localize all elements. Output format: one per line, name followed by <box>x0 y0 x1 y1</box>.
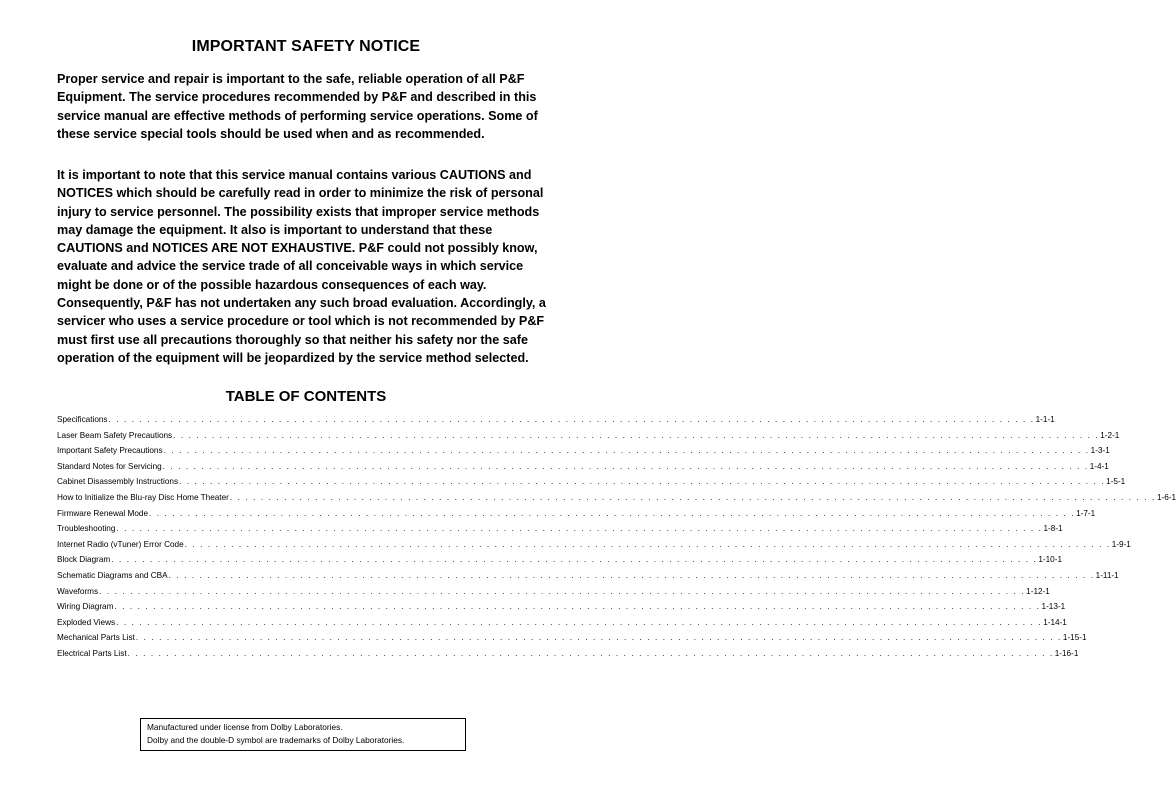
toc-entry-label: Mechanical Parts List <box>57 633 135 643</box>
toc-entry[interactable] <box>57 602 1066 618</box>
toc-entry-page: 1-6-1 <box>1156 492 1176 502</box>
toc-dot-leader: . . . . . . . . . . . . . . . . . . . . . . . . . . . . . . . . . . . . . . . . . . . . . . . . . . . . . . . . . . . . . . . . . . . . . . . . . . . . . . . . . . . . . . . . . . . . . . . . . . . . . . . . . . . . . . . . . . . . . . . . <box>116 524 1043 534</box>
toc-entry[interactable] <box>57 415 1055 431</box>
toc-entry[interactable] <box>57 461 1109 478</box>
toc-entry-page: 1-4-1 <box>1089 461 1109 471</box>
toc-title: TABLE OF CONTENTS <box>225 388 387 405</box>
table-of-contents <box>57 415 1176 665</box>
toc-entry-label: Waveforms <box>57 586 99 596</box>
toc-entry-page: 1-13-1 <box>1041 602 1066 612</box>
toc-dot-leader: . . . . . . . . . . . . . . . . . . . . . . . . . . . . . . . . . . . . . . . . . . . . . . . . . . . . . . . . . . . . . . . . . . . . . . . . . . . . . . . . . . . . . . . . . . . . . . . . . . . . . . . . . . . . . . . . . . . . . . . . <box>173 430 1100 440</box>
toc-dot-leader: . . . . . . . . . . . . . . . . . . . . . . . . . . . . . . . . . . . . . . . . . . . . . . . . . . . . . . . . . . . . . . . . . . . . . . . . . . . . . . . . . . . . . . . . . . . . . . . . . . . . . . . . . . . . . . . . . . . . . . . . <box>135 633 1062 643</box>
toc-dot-leader: . . . . . . . . . . . . . . . . . . . . . . . . . . . . . . . . . . . . . . . . . . . . . . . . . . . . . . . . . . . . . . . . . . . . . . . . . . . . . . . . . . . . . . . . . . . . . . . . . . . . . . . . . . . . . . . . . . . . . . . . <box>162 461 1089 471</box>
toc-entry-page: 1-12-1 <box>1026 586 1050 596</box>
toc-entry-page: 1-15-1 <box>1062 633 1087 643</box>
toc-entry-label: Firmware Renewal Mode <box>57 508 149 518</box>
toc-entry[interactable] <box>57 446 1110 462</box>
toc-entry-page: 1-7-1 <box>1076 508 1096 518</box>
toc-entry-label: Schematic Diagrams and CBA <box>57 570 168 580</box>
toc-entry-page: 1-10-1 <box>1038 555 1062 565</box>
toc-entry-label: Cabinet Disassembly Instructions <box>57 477 179 487</box>
toc-dot-leader: . . . . . . . . . . . . . . . . . . . . . . . . . . . . . . . . . . . . . . . . . . . . . . . . . . . . . . . . . . . . . . . . . . . . . . . . . . . . . . . . . . . . . . . . . . . . . . . . . . . . . . . . . . . . . . . . . . . . . . . . <box>99 586 1026 596</box>
license-line-1: Manufactured under license from Dolby Laboratories. <box>147 722 343 732</box>
toc-entry[interactable] <box>57 508 1096 525</box>
toc-entry-label: Troubleshooting <box>57 524 116 534</box>
toc-entry[interactable] <box>57 430 1120 447</box>
toc-entry[interactable] <box>57 586 1050 603</box>
toc-entry-page: 1-11-1 <box>1095 570 1119 580</box>
toc-dot-leader: . . . . . . . . . . . . . . . . . . . . . . . . . . . . . . . . . . . . . . . . . . . . . . . . . . . . . . . . . . . . . . . . . . . . . . . . . . . . . . . . . . . . . . . . . . . . . . . . . . . . . . . . . . . . . . . . . . . . . . . . <box>168 570 1095 580</box>
toc-dot-leader: . . . . . . . . . . . . . . . . . . . . . . . . . . . . . . . . . . . . . . . . . . . . . . . . . . . . . . . . . . . . . . . . . . . . . . . . . . . . . . . . . . . . . . . . . . . . . . . . . . . . . . . . . . . . . . . . . . . . . . . . <box>179 477 1106 487</box>
toc-entry[interactable] <box>57 492 1176 509</box>
toc-entry-label: Standard Notes for Servicing <box>57 461 162 471</box>
safety-notice-paragraph-1 <box>57 70 557 143</box>
toc-dot-leader: . . . . . . . . . . . . . . . . . . . . . . . . . . . . . . . . . . . . . . . . . . . . . . . . . . . . . . . . . . . . . . . . . . . . . . . . . . . . . . . . . . . . . . . . . . . . . . . . . . . . . . . . . . . . . . . . . . . . . . . . <box>149 508 1076 518</box>
page-title: IMPORTANT SAFETY NOTICE <box>191 38 421 55</box>
toc-entry[interactable] <box>57 570 1119 587</box>
toc-entry[interactable] <box>57 555 1062 571</box>
toc-dot-leader: . . . . . . . . . . . . . . . . . . . . . . . . . . . . . . . . . . . . . . . . . . . . . . . . . . . . . . . . . . . . . . . . . . . . . . . . . . . . . . . . . . . . . . . . . . . . . . . . . . . . . . . . . . . . . . . . . . . . . . . . <box>127 648 1054 658</box>
notice-text-1: Proper service and repair is important to the safe, reliable operation of all P&F Equipment. The service procedures recommended by P&F and described in this service manual are effective methods of performing service operations. Some of these service special tools should be used when and as recommended. <box>57 72 538 141</box>
toc-entry-page: 1-1-1 <box>1035 415 1055 424</box>
notice-text-2: It is important to note that this service manual contains various CAUTIONS and NOTICES which should be carefully read in order to minimize the risk of personal injury to service personnel. The possibility exists that improper service methods may damage the equipment. It also is important to understand that these CAUTIONS and NOTICES ARE NOT EXHAUSTIVE. P&F could not possibly know, evaluate and advice the service trade of all conceivable ways in which service might be done or of the possible hazardous consequences of each way. Consequently, P&F has not undertaken any such broad evaluation. Accordingly, a servicer who uses a service procedure or tool which is not recommended by P&F must first use all precautions thoroughly so that neither his safety nor the safe operation of the equipment will be jeopardized by the service method selected. <box>57 168 546 365</box>
license-notice-box <box>140 718 466 751</box>
toc-entry-page: 1-16-1 <box>1054 648 1079 658</box>
safety-notice-paragraph-2 <box>57 166 557 367</box>
toc-entry-page: 1-8-1 <box>1043 524 1063 534</box>
toc-entry-label: Important Safety Precautions <box>57 446 163 456</box>
toc-dot-leader: . . . . . . . . . . . . . . . . . . . . . . . . . . . . . . . . . . . . . . . . . . . . . . . . . . . . . . . . . . . . . . . . . . . . . . . . . . . . . . . . . . . . . . . . . . . . . . . . . . . . . . . . . . . . . . . . . . . . . . . . <box>229 492 1156 502</box>
toc-dot-leader: . . . . . . . . . . . . . . . . . . . . . . . . . . . . . . . . . . . . . . . . . . . . . . . . . . . . . . . . . . . . . . . . . . . . . . . . . . . . . . . . . . . . . . . . . . . . . . . . . . . . . . . . . . . . . . . . . . . . . . . . <box>114 602 1041 612</box>
toc-entry-label: Laser Beam Safety Precautions <box>57 430 173 440</box>
toc-entry-label: Specifications <box>57 415 108 424</box>
toc-entry-label: Block Diagram <box>57 555 111 565</box>
toc-dot-leader: . . . . . . . . . . . . . . . . . . . . . . . . . . . . . . . . . . . . . . . . . . . . . . . . . . . . . . . . . . . . . . . . . . . . . . . . . . . . . . . . . . . . . . . . . . . . . . . . . . . . . . . . . . . . . . . . . . . . . . . . <box>184 539 1111 549</box>
toc-dot-leader: . . . . . . . . . . . . . . . . . . . . . . . . . . . . . . . . . . . . . . . . . . . . . . . . . . . . . . . . . . . . . . . . . . . . . . . . . . . . . . . . . . . . . . . . . . . . . . . . . . . . . . . . . . . . . . . . . . . . . . . . <box>111 555 1038 565</box>
toc-entry-page: 1-3-1 <box>1090 446 1110 456</box>
toc-entry-label: Internet Radio (vTuner) Error Code <box>57 539 184 549</box>
toc-entry-page: 1-14-1 <box>1043 617 1067 627</box>
toc-entry[interactable] <box>57 524 1063 540</box>
toc-entry-label: Wiring Diagram <box>57 602 114 612</box>
toc-dot-leader: . . . . . . . . . . . . . . . . . . . . . . . . . . . . . . . . . . . . . . . . . . . . . . . . . . . . . . . . . . . . . . . . . . . . . . . . . . . . . . . . . . . . . . . . . . . . . . . . . . . . . . . . . . . . . . . . . . . . . . . . <box>116 617 1043 627</box>
toc-dot-leader: . . . . . . . . . . . . . . . . . . . . . . . . . . . . . . . . . . . . . . . . . . . . . . . . . . . . . . . . . . . . . . . . . . . . . . . . . . . . . . . . . . . . . . . . . . . . . . . . . . . . . . . . . . . . . . . . . . . . . . . . <box>163 446 1090 456</box>
toc-entry[interactable] <box>57 539 1131 556</box>
toc-entry-page: 1-9-1 <box>1111 539 1131 549</box>
license-line-2: Dolby and the double-D symbol are trademarks of Dolby Laboratories. <box>147 734 405 745</box>
toc-entry-label: Exploded Views <box>57 617 116 627</box>
toc-entry[interactable] <box>57 477 1126 493</box>
toc-entry-page: 1-5-1 <box>1106 477 1126 487</box>
toc-entry-label: How to Initialize the Blu-ray Disc Home Theater <box>57 492 229 502</box>
toc-entry[interactable] <box>57 648 1079 665</box>
toc-entry-page: 1-2-1 <box>1100 430 1120 440</box>
toc-entry[interactable] <box>57 633 1087 649</box>
toc-entry-label: Electrical Parts List <box>57 648 127 658</box>
toc-entry[interactable] <box>57 617 1067 634</box>
toc-dot-leader: . . . . . . . . . . . . . . . . . . . . . . . . . . . . . . . . . . . . . . . . . . . . . . . . . . . . . . . . . . . . . . . . . . . . . . . . . . . . . . . . . . . . . . . . . . . . . . . . . . . . . . . . . . . . . . . . . . . . . . . . <box>108 415 1035 424</box>
